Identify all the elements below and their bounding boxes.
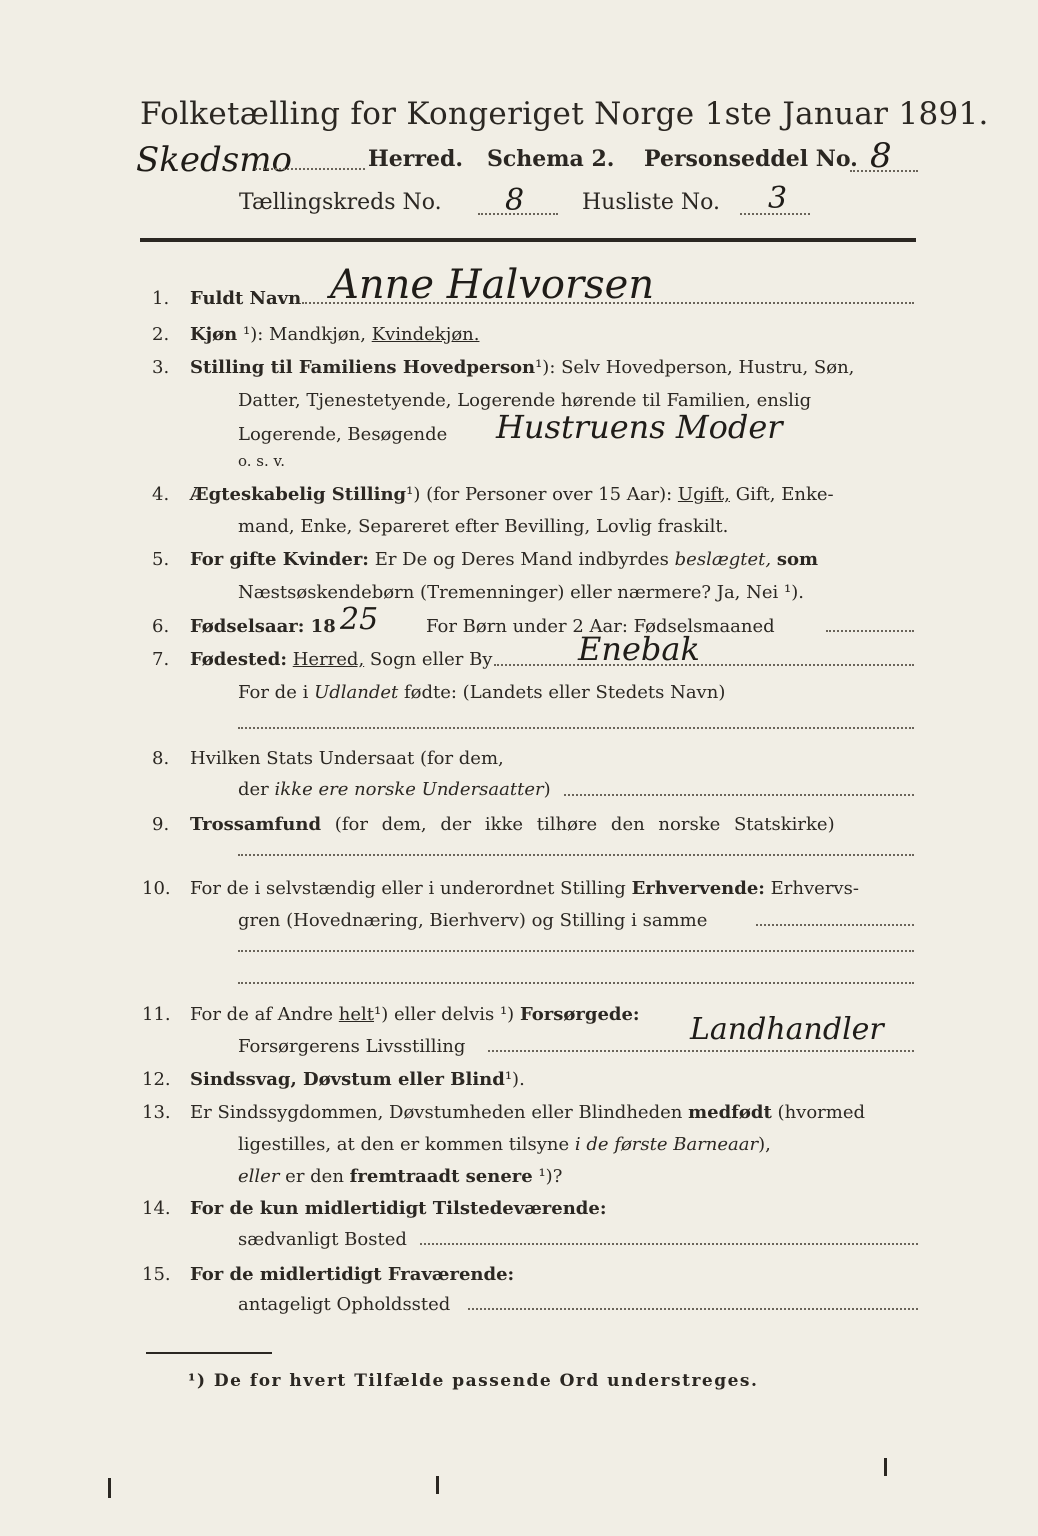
q7-dotted-line bbox=[494, 664, 914, 666]
footnote-rule bbox=[146, 1352, 272, 1354]
q7-value: Enebak bbox=[578, 630, 700, 668]
q3-line1: ¹): Selv Hovedperson, Hustru, Søn, bbox=[535, 357, 855, 378]
q11-line1a: For de af Andre bbox=[190, 1004, 334, 1025]
q7-label: Fødested: bbox=[190, 649, 287, 670]
edge-mark-center bbox=[436, 1476, 439, 1494]
q12-sup: ¹). bbox=[504, 1069, 525, 1090]
q10-number: 10. bbox=[142, 878, 171, 899]
q13-line2a: ligestilles, at den er kommen tilsyne bbox=[238, 1134, 570, 1155]
q6-rest: For Børn under 2 Aar: Fødselsmaaned bbox=[426, 616, 775, 637]
q13-line2i: i de første Barneaar bbox=[574, 1134, 759, 1155]
q11-dotted-line bbox=[488, 1050, 914, 1052]
q9-blank-line bbox=[238, 854, 914, 856]
q7-line2a: For de i bbox=[238, 682, 309, 703]
header-rule bbox=[140, 238, 916, 242]
q2-number: 2. bbox=[152, 324, 170, 345]
q11-line1b: ¹) eller delvis ¹) bbox=[374, 1004, 515, 1025]
q11-line2: Forsørgerens Livsstilling bbox=[238, 1036, 466, 1057]
husliste-value: 3 bbox=[768, 181, 788, 216]
q6-number: 6. bbox=[152, 616, 170, 637]
q7-udlandet: Udlandet bbox=[314, 682, 399, 703]
q14-line2: sædvanligt Bosted bbox=[238, 1229, 407, 1250]
q13-line1b: medfødt bbox=[688, 1102, 772, 1123]
q3-line3: Logerende, Besøgende bbox=[238, 424, 448, 445]
q13-line3i: eller bbox=[238, 1166, 280, 1187]
q13-line1a: Er Sindssygdommen, Døvstumheden eller Blindheden bbox=[190, 1102, 683, 1123]
q4-label: Ægteskabelig Stilling bbox=[190, 484, 407, 505]
q10-blank-line-2 bbox=[238, 982, 914, 984]
q10-line2: gren (Hovednæring, Bierhverv) og Stilling i samme bbox=[238, 910, 708, 931]
kreds-value: 8 bbox=[505, 183, 525, 218]
q3-number: 3. bbox=[152, 357, 170, 378]
q12-number: 12. bbox=[142, 1069, 171, 1090]
q13-line3b: fremtraadt senere bbox=[349, 1166, 533, 1187]
q8-line1: Hvilken Stats Undersaat (for dem, bbox=[190, 748, 504, 769]
q11-value: Landhandler bbox=[690, 1012, 884, 1047]
q7-number: 7. bbox=[152, 649, 170, 670]
q13-number: 13. bbox=[142, 1102, 171, 1123]
q8-line2i: ikke ere norske Undersaatter bbox=[274, 779, 544, 800]
q15-line1: For de midlertidigt Fraværende: bbox=[190, 1264, 515, 1285]
q14-number: 14. bbox=[142, 1198, 171, 1219]
q10-line1b: Erhvervende: bbox=[631, 878, 765, 899]
form-title: Folketælling for Kongeriget Norge 1ste Januar 1891. bbox=[140, 96, 989, 132]
q4-number: 4. bbox=[152, 484, 170, 505]
q13-line3c: ¹)? bbox=[538, 1166, 563, 1187]
q11-helt: helt bbox=[338, 1004, 375, 1025]
q6-label: Fødselsaar: 18 bbox=[190, 616, 336, 637]
q9-line1: (for dem, der ikke tilhøre den norske Statskirke) bbox=[334, 814, 835, 835]
q5-line1: Er De og Deres Mand indbyrdes bbox=[374, 549, 669, 570]
q5-beslaegtet: beslægtet, bbox=[674, 549, 772, 570]
q8-line2b: ) bbox=[543, 779, 551, 800]
q3-value: Hustruens Moder bbox=[496, 408, 783, 446]
herred-label: Herred. bbox=[368, 146, 464, 172]
q2-mandkjon: Mandkjøn, bbox=[269, 324, 366, 345]
q7-rest: Sogn eller By bbox=[369, 649, 493, 670]
q3-line2: Datter, Tjenestetyende, Logerende hørende til Familien, enslig bbox=[238, 390, 812, 411]
q11-line1c: Forsørgede: bbox=[519, 1004, 640, 1025]
q4-line1b: Gift, Enke- bbox=[735, 484, 834, 505]
q9-label: Trossamfund bbox=[190, 814, 322, 835]
schema-label: Schema 2. bbox=[487, 146, 615, 172]
q10-blank-line-1 bbox=[238, 950, 914, 952]
q15-line2: antageligt Opholdssted bbox=[238, 1294, 451, 1315]
q9-number: 9. bbox=[152, 814, 170, 835]
personseddel-label: Personseddel No. bbox=[644, 146, 858, 172]
q13-line2b: ), bbox=[758, 1134, 771, 1155]
q5-number: 5. bbox=[152, 549, 170, 570]
personseddel-value: 8 bbox=[870, 136, 892, 176]
husliste-label: Husliste No. bbox=[582, 190, 720, 215]
q7-herred: Herred, bbox=[292, 649, 365, 670]
q14-line1: For de kun midlertidigt Tilstedeværende: bbox=[190, 1198, 607, 1219]
edge-mark-left bbox=[108, 1478, 111, 1498]
q12-label: Sindssvag, Døvstum eller Blind bbox=[190, 1069, 505, 1090]
q8-number: 8. bbox=[152, 748, 170, 769]
q3-line4: o. s. v. bbox=[238, 452, 285, 470]
q14-dotted-line bbox=[420, 1243, 918, 1245]
herred-dotted-line bbox=[255, 168, 365, 170]
q2-kvindekjon: Kvindekjøn. bbox=[371, 324, 480, 345]
q5-som: som bbox=[776, 549, 819, 570]
kreds-label: Tællingskreds No. bbox=[239, 190, 442, 215]
herred-value: Skedsmo bbox=[136, 140, 292, 180]
footnote: ¹) De for hvert Tilfælde passende Ord understreges. bbox=[188, 1371, 759, 1391]
q2-label: Kjøn bbox=[190, 324, 238, 345]
q7-line2b: fødte: (Landets eller Stedets Navn) bbox=[403, 682, 726, 703]
q11-number: 11. bbox=[142, 1004, 171, 1025]
q4-ugift: Ugift, bbox=[677, 484, 730, 505]
q10-line1c: Erhvervs- bbox=[770, 878, 859, 899]
q4-line1: ¹) (for Personer over 15 Aar): bbox=[406, 484, 673, 505]
q6-year-value: 25 bbox=[340, 602, 379, 637]
q13-line3a: er den bbox=[285, 1166, 344, 1187]
q1-number: 1. bbox=[152, 288, 170, 309]
edge-mark-right bbox=[884, 1458, 887, 1476]
q1-label: Fuldt Navn bbox=[190, 288, 302, 309]
q5-label: For gifte Kvinder: bbox=[190, 549, 369, 570]
q10-dotted-line bbox=[756, 924, 914, 926]
q6-dotted-line bbox=[826, 630, 914, 632]
q8-line2a: der bbox=[238, 779, 269, 800]
q4-line2: mand, Enke, Separeret efter Bevilling, Lovlig fraskilt. bbox=[238, 516, 729, 537]
q3-label: Stilling til Familiens Hovedperson bbox=[190, 357, 536, 378]
q15-dotted-line bbox=[468, 1308, 918, 1310]
q15-number: 15. bbox=[142, 1264, 171, 1285]
q1-name-value: Anne Halvorsen bbox=[330, 262, 655, 308]
q10-line1a: For de i selvstændig eller i underordnet Stilling bbox=[190, 878, 626, 899]
q8-dotted-line bbox=[564, 794, 914, 796]
q13-line1c: (hvormed bbox=[777, 1102, 866, 1123]
q2-sup: ¹): bbox=[242, 324, 264, 345]
q7-blank-line bbox=[238, 727, 914, 729]
q5-line2: Næstsøskendebørn (Tremenninger) eller nærmere? Ja, Nei ¹). bbox=[238, 582, 804, 603]
